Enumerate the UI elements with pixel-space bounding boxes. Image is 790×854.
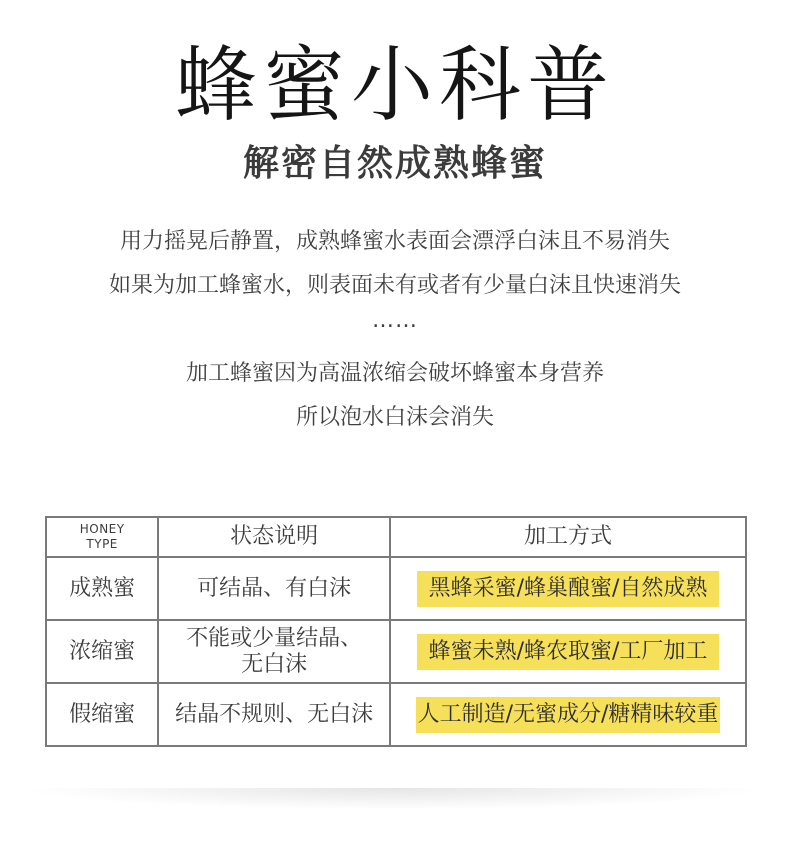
- cell-process: [390, 683, 746, 746]
- cell-type: 浓缩蜜: [46, 620, 158, 683]
- process-highlight: 蜂蜜未熟/蜂农取蜜/工厂加工: [417, 634, 720, 670]
- page-subtitle: 解密自然成熟蜂蜜: [242, 142, 547, 184]
- cell-state: 可结晶、有白沫: [158, 557, 390, 620]
- table-header-row: [46, 517, 746, 557]
- header-process: 加工方式: [390, 517, 746, 557]
- header-honey-type-line2: TYPE: [86, 537, 118, 551]
- cell-state-line2: 无白沫: [241, 651, 308, 677]
- table-row: [46, 620, 746, 683]
- cell-process: [390, 620, 746, 683]
- bottom-shadow-divider: [20, 788, 770, 810]
- process-highlight: 人工制造/无蜜成分/糖精味较重: [416, 697, 721, 733]
- intro-line-2: 如果为加工蜂蜜水，则表面未有或者有少量白沫且快速消失: [108, 273, 681, 298]
- intro-line-1: 用力摇晃后静置，成熟蜂蜜水表面会漂浮白沫且不易消失: [119, 229, 670, 254]
- table-row: [46, 683, 746, 746]
- header-honey-type-line1: HONEY: [79, 522, 125, 536]
- cell-state: [158, 620, 390, 683]
- intro-line-3: 加工蜂蜜因为高温浓缩会破坏蜂蜜本身营养: [185, 361, 604, 386]
- cell-type: 假缩蜜: [46, 683, 158, 746]
- page-title: 蜂蜜小科普: [174, 38, 615, 133]
- cell-state-line1: 不能或少量结晶、: [186, 625, 363, 651]
- header-state: 状态说明: [158, 517, 390, 557]
- honey-comparison-table: [45, 516, 747, 747]
- intro-ellipsis: ……: [372, 308, 418, 333]
- process-highlight: 黑蜂采蜜/蜂巢酿蜜/自然成熟: [417, 571, 720, 607]
- cell-state: 结晶不规则、无白沫: [158, 683, 390, 746]
- cell-process: [390, 557, 746, 620]
- header-honey-type: [46, 517, 158, 557]
- table-row: [46, 557, 746, 620]
- cell-type: 成熟蜜: [46, 557, 158, 620]
- intro-line-4: 所以泡水白沫会消失: [295, 405, 494, 430]
